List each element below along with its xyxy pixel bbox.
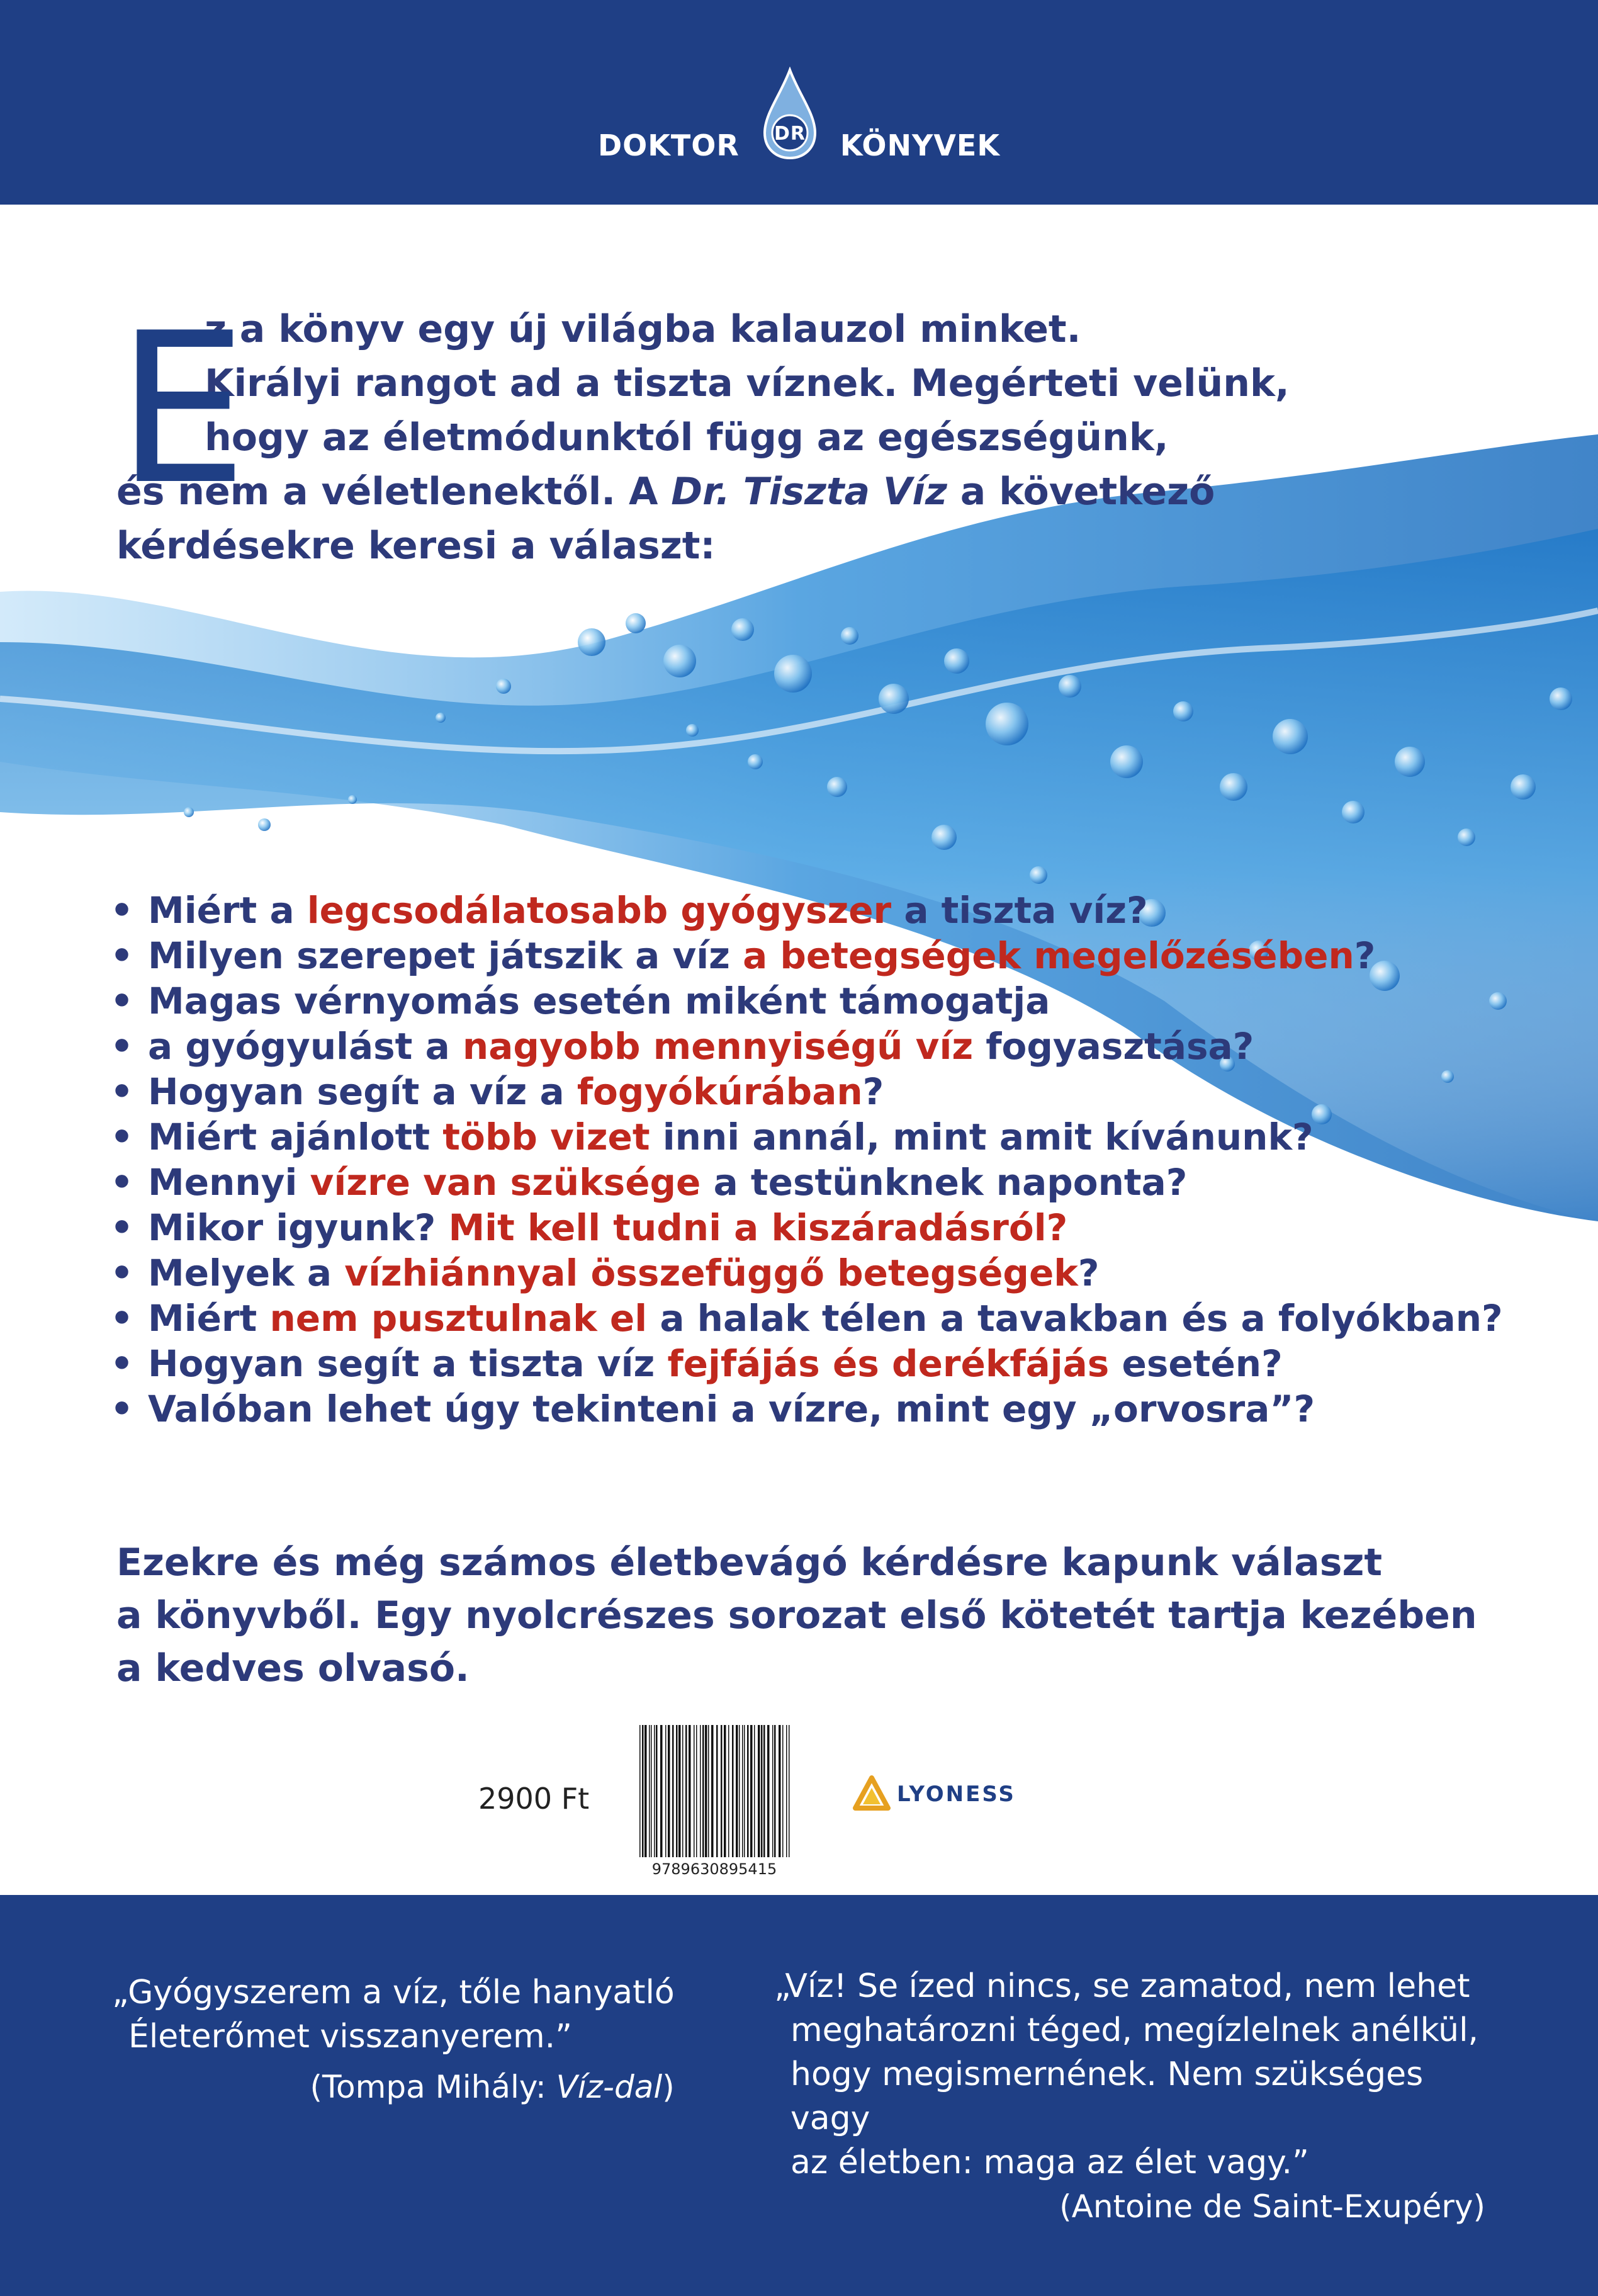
brand-right-text: KÖNYVEK: [840, 128, 1001, 162]
list-item: • Mikor igyunk? Mit kell tudni a kiszáradásról?: [110, 1205, 1558, 1250]
sponsor-name: LYONESS: [897, 1782, 1016, 1807]
list-item: • Miért ajánlott több vizet inni annál, mint amit kívánunk?: [110, 1114, 1558, 1160]
intro-line-3: hogy az életmódunktól függ az egészségünk,: [205, 416, 1169, 460]
book-title: Dr. Tiszta Víz: [671, 470, 947, 514]
barcode-bar: [782, 1725, 784, 1857]
list-item: • Milyen szerepet játszik a víz a betegségek megelőzésében?: [110, 933, 1558, 978]
quote-right-line-2: meghatározni téged, megízlelnek anélkül,: [791, 2011, 1479, 2049]
barcode-bar: [656, 1725, 658, 1857]
quote-right-line-4: az életben: maga az élet vagy.”: [791, 2144, 1309, 2181]
barcode-bar: [750, 1725, 753, 1857]
quote-right-source: (Antoine de Saint-Exupéry): [1059, 2188, 1485, 2225]
barcode-bar: [654, 1725, 655, 1857]
barcode-bar: [708, 1725, 709, 1857]
barcode-bar: [702, 1725, 704, 1857]
quote-tompa: [112, 1971, 675, 2109]
question-list: [110, 888, 1558, 1432]
barcode-bar: [665, 1725, 667, 1857]
quote-right-line-1: „Víz! Se ízed nincs, se zamatod, nem lehet: [774, 1967, 1470, 2005]
barcode-bar: [676, 1725, 678, 1857]
intro-paragraph: [116, 288, 1501, 573]
list-item: • Hogyan segít a tiszta víz fejfájás és derékfájás esetén?: [110, 1341, 1558, 1386]
barcode-bar: [758, 1725, 760, 1857]
barcode-bar: [747, 1725, 749, 1857]
barcode-bar: [682, 1725, 684, 1857]
quote-left-line-2: Életerőmet visszanyerem.”: [128, 2018, 573, 2056]
barcode-bar: [786, 1725, 787, 1857]
list-item: • Melyek a vízhiánnyal összefüggő betegségek?: [110, 1250, 1558, 1296]
barcode-bar: [736, 1725, 738, 1857]
closing-line-2: a könyvből. Egy nyolcrészes sorozat első kötetét tartja kezében: [116, 1593, 1477, 1637]
barcode-bar: [651, 1725, 652, 1857]
barcode-bar: [779, 1725, 781, 1857]
list-item: • Miért a legcsodálatosabb gyógyszer a tiszta víz?: [110, 888, 1558, 933]
barcode-bar: [728, 1725, 729, 1857]
intro-line-2: Királyi rangot ad a tiszta víznek. Megérteti velünk,: [205, 361, 1290, 405]
dropcap: E: [116, 288, 248, 530]
list-item-continuation: • a gyógyulást a nagyobb mennyiségű víz fogyasztása?: [110, 1024, 1558, 1069]
quote-left-source: (Tompa Mihály: Víz-dal): [310, 2069, 675, 2105]
sponsor-logo: [853, 1775, 1016, 1813]
barcode-bar: [685, 1725, 687, 1857]
quote-saint-exupery: [774, 1964, 1485, 2229]
list-item: • Hogyan segít a víz a fogyókúrában?: [110, 1069, 1558, 1114]
intro-line-4: és nem a véletlenektől. A Dr. Tiszta Víz a következő: [116, 470, 1215, 514]
barcode-bar: [711, 1725, 714, 1857]
closing-paragraph: [116, 1536, 1533, 1695]
price-label: 2900 Ft: [478, 1782, 590, 1816]
svg-text:DR: DR: [774, 122, 806, 145]
intro-line-1: z a könyv egy új világba kalauzol minket.: [205, 307, 1081, 351]
barcode-bar: [696, 1725, 697, 1857]
intro-line-5: kérdésekre keresi a választ:: [116, 524, 716, 568]
barcode-bar: [689, 1725, 691, 1857]
water-drop-logo-icon: [762, 67, 818, 161]
barcode-bar: [724, 1725, 726, 1857]
barcode-bar: [789, 1725, 790, 1857]
list-item: • Miért nem pusztulnak el a halak télen a tavakban és a folyókban?: [110, 1296, 1558, 1341]
barcode-bar: [744, 1725, 745, 1857]
quote-left-line-1: „Gyógyszerem a víz, tőle hanyatló: [112, 1974, 675, 2011]
barcode-bar: [700, 1725, 701, 1857]
barcode-bar: [742, 1725, 743, 1857]
closing-line-3: a kedves olvasó.: [116, 1646, 470, 1690]
isbn-number: 9789630895415: [651, 1860, 777, 1878]
quotes-band: [0, 1895, 1598, 2296]
barcode-bar: [754, 1725, 755, 1857]
barcode-bar: [642, 1725, 644, 1857]
barcode-bar: [668, 1725, 670, 1857]
list-item: • Magas vérnyomás esetén miként támogatja: [110, 978, 1558, 1024]
brand-left-text: DOKTOR: [597, 128, 740, 162]
list-item: • Mennyi vízre van szüksége a testünknek naponta?: [110, 1160, 1558, 1205]
barcode-bar: [705, 1725, 707, 1857]
barcode-bar: [721, 1725, 723, 1857]
barcode-bar: [763, 1725, 765, 1857]
barcode-bar: [767, 1725, 770, 1857]
barcode-bar: [732, 1725, 734, 1857]
barcode-bar: [649, 1725, 650, 1857]
barcode-bar: [678, 1725, 681, 1857]
barcode-bar: [761, 1725, 763, 1857]
barcode-bar: [716, 1725, 718, 1857]
closing-line-1: Ezekre és még számos életbevágó kérdésre kapunk választ: [116, 1541, 1383, 1585]
list-item: • Valóban lehet úgy tekinteni a vízre, mint egy „orvosra”?: [110, 1386, 1558, 1432]
lyoness-triangle-icon: [853, 1775, 891, 1813]
quote-right-line-3: hogy megismernének. Nem szükséges vagy: [791, 2056, 1424, 2137]
barcode-bar: [772, 1725, 774, 1857]
barcode-bar: [672, 1725, 674, 1857]
barcode-bar: [639, 1725, 641, 1857]
barcode-bar: [694, 1725, 695, 1857]
publisher-brand: [0, 122, 1598, 162]
barcode-bar: [739, 1725, 740, 1857]
barcode-bar: [644, 1725, 647, 1857]
barcode-bar: [660, 1725, 663, 1857]
barcode-bar: [774, 1725, 776, 1857]
barcode-image: [636, 1725, 793, 1857]
